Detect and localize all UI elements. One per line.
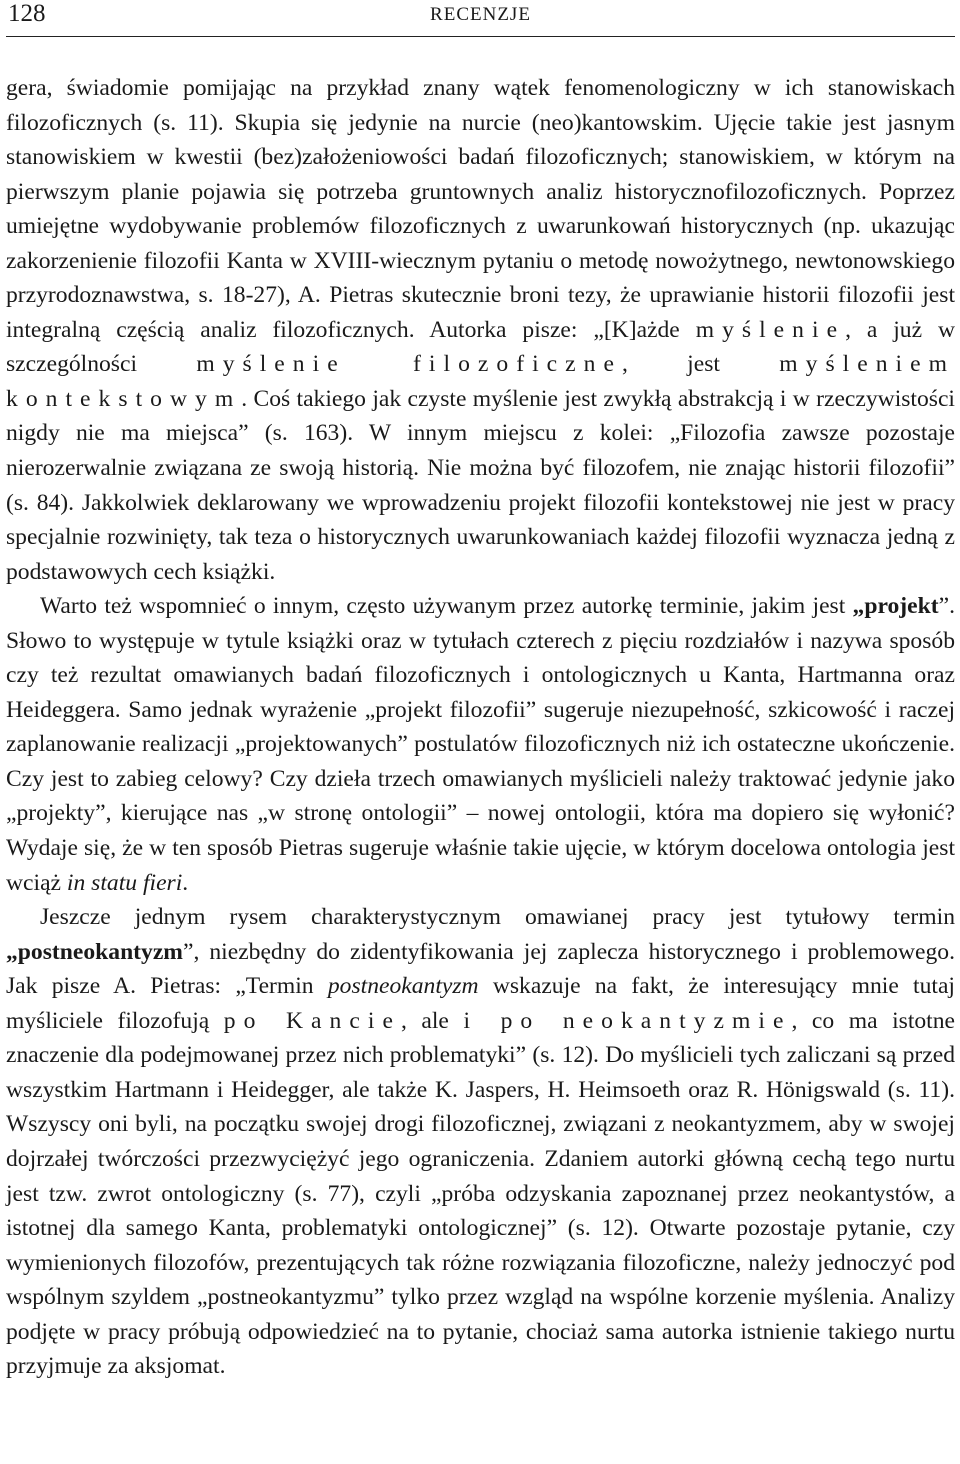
page-number: 128 — [8, 0, 46, 27]
text-run: , jest — [621, 351, 780, 378]
text-run: , ale — [400, 1007, 464, 1034]
spaced-emphasis: myślenie filozoficzne — [196, 351, 622, 378]
page-header — [6, 0, 955, 37]
text-run: Warto też wspomnieć o innym, często używanym przez autorkę terminie, jakim jest — [40, 593, 853, 620]
running-head: RECENZJE — [430, 4, 531, 25]
spaced-emphasis: i po neokantyzmie — [463, 1007, 792, 1034]
paragraph-1 — [6, 71, 955, 589]
text-run: . Coś takiego jak czyste myślenie jest zwykłą abstrakcją i w rzeczywistości nigdy nie ma miejsca” (s. 163). W innym miejscu z kolei: „Filozofia zawsze pozostaje nierozerwalnie związana ze swoją historią. Nie można być filozofem, nie znając historii filozofii” (s. 84). Jakkolwiek deklarowany we wprowadzeniu projekt filozofii kontekstowej nie jest w pracy specjalnie rozwinięty, tak teza o historycznych uwarunkowaniach każdej filozofii wyznacza jedną z podstawowych cech książki. — [6, 385, 955, 585]
spaced-emphasis: po Kancie — [223, 1007, 401, 1034]
text-run: . — [182, 869, 189, 896]
italic-term: postneokantyzm — [327, 973, 479, 1000]
text-run: , a już w szczególności — [6, 316, 955, 378]
text-run: Jeszcze jednym rysem charakterystycznym omawianej pracy jest tytułowy termin — [40, 904, 955, 931]
paragraph-3 — [6, 900, 955, 1384]
italic-phrase: in statu fieri — [66, 869, 183, 896]
spaced-emphasis: myśleniem kontekstowym — [6, 351, 955, 412]
body-text — [6, 71, 955, 1384]
document-page — [6, 0, 955, 1464]
bold-term: „postneokantyzm — [6, 938, 183, 965]
spaced-emphasis: myślenie — [695, 316, 846, 343]
text-run: ”, niezbędny do zidentyfikowania jej zaplecza historycznego i problemowego. Jak pisze A. Pietras: „Termin — [6, 938, 955, 1000]
text-run: gera, świadomie pomijając na przykład znany wątek fenomenologiczny w ich stanowiskach filozoficznych (s. 11). Skupia się jedynie na nurcie (neo)kantowskim. Ujęcie takie jest jasnym stanowiskiem w kwestii (bez)założeniowości badań filozoficznych; stanowiskiem, w którym na pierwszym planie pojawia się potrzeba gruntownych analiz historycznofilozoficznych. Poprzez umiejętne wydobywanie problemów filozoficznych z uwarunkowań historycznych (np. ukazując zakorzenienie filozofii Kanta w XVIII-wiecznym pytaniu o metodę nowożytnego, newtonowskiego przyrodoznawstwa, s. 18-27), A. Pietras skutecznie broni tezy, że uprawianie historii filozofii jest integralną częścią analiz filozoficznych. Autorka pisze: „[K]ażde — [6, 75, 955, 343]
text-run: ”. Słowo to występuje w tytule książki oraz w tytułach czterech z pięciu rozdziałów i nazywa sposób czy też rezultat omawianych badań filozoficznych i ontologicznych u Kanta, Hartmanna oraz Heideggera. Samo jednak wyrażenie „projekt filozofii” sugeruje niezupełność, szkicowość i raczej zaplanowanie realizacji „projektowanych” postulatów filozoficznych niż ich ostateczne ukończenie. Czy jest to zabieg celowy? Czy dzieła trzech omawianych myślicieli należy traktować jedynie jako „projekty”, kierujące nas „w stronę ontologii” – nowej ontologii, która ma dopiero się wyłonić? Wydaje się, że w ten sposób Pietras sugeruje właśnie takie ujęcie, w którym docelowa ontologia jest wciąż — [6, 593, 955, 896]
bold-term: „projekt — [852, 593, 939, 620]
text-run: wskazuje na fakt, że interesujący mnie tutaj myśliciele filozofują — [6, 973, 955, 1034]
text-run: , co ma istotne znaczenie dla podejmowanej przez nich problematyki” (s. 12). Do myślicieli tych zaliczani są przed wszystkim Hartmann i Heidegger, ale także K. Jaspers, H. Heimsoeth oraz R. Hönigswald (s. 11). Wszyscy oni byli, na początku swojej drogi filozoficznej, związani z neokantyzmem, aby w swojej dojrzałej twórczości przezwyciężyć jego ograniczenia. Zdaniem autorki główną cechą tego nurtu jest tzw. zwrot ontologiczny (s. 77), czyli „próba odzyskania zapoznanej przez neokantystów, a istotnej dla samego Kanta, problematyki ontologicznej” (s. 12). Otwarte pozostaje pytanie, czy wymienionych filozofów, prezentujących tak różne rozwiązania filozoficzne, należy jednoczyć pod wspólnym szyldem „postneokantyzmu” tylko przez wzgląd na wspólne korzenie myślenia. Analizy podjęte w pracy próbują odpowiedzieć na to pytanie, chociaż sama autorka istnienie takiego nurtu przyjmuje za aksjomat. — [6, 1007, 955, 1380]
paragraph-2 — [6, 589, 955, 900]
